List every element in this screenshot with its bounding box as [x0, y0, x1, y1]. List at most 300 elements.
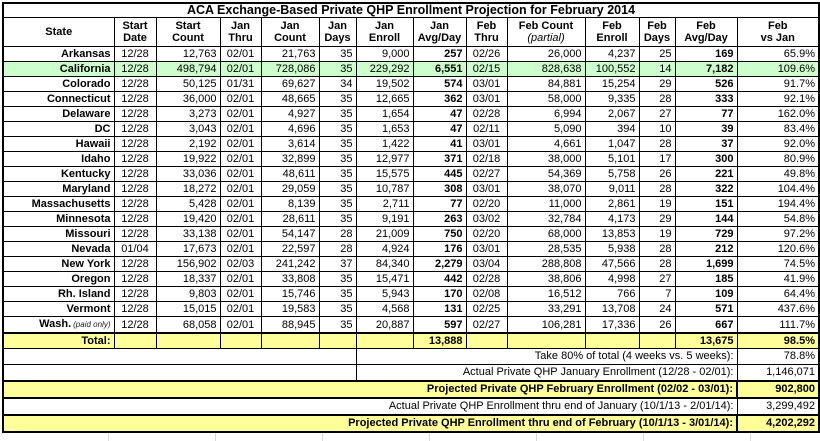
cell-hawaii-jan-count	[261, 137, 319, 152]
cell-text: Arkansas	[60, 48, 111, 60]
cell-text: 4,237	[607, 48, 636, 60]
cell-text: 4,173	[607, 213, 636, 225]
cell-text: 11,000	[548, 198, 582, 210]
cell-maryland-feb-enroll	[585, 182, 639, 197]
projected-thru-february-row-label: Projected Private QHP Enrollment thru end of February (10/1/13 - 3/01/14):	[3, 415, 737, 432]
cell-dc-jan-avg-day	[413, 122, 466, 137]
cell-text: 03/01	[472, 138, 501, 150]
cell-colorado-state	[3, 77, 114, 92]
cell-missouri-jan-enroll	[356, 227, 413, 242]
cell-new-york-jan-days	[319, 257, 356, 272]
cell-california-feb-thru	[466, 62, 507, 77]
column-header-feb-count-line1: Feb Count	[518, 20, 574, 32]
cell-rh-island-start-date	[114, 287, 156, 302]
cell-connecticut-feb-count	[507, 92, 585, 107]
cell-new-york-state	[3, 257, 114, 272]
cell-idaho-feb-days	[639, 152, 675, 167]
cell-text: 02/01	[226, 63, 255, 75]
cell-nevada-jan-days	[319, 242, 356, 257]
cell-minnesota-jan-enroll	[356, 212, 413, 227]
cell-hawaii-jan-thru	[220, 137, 261, 152]
take-80-percent-row-empty-cell	[3, 349, 356, 365]
cell-rh-island-feb-vs-jan	[737, 287, 819, 302]
cell-rh-island-feb-days	[639, 287, 675, 302]
cell-dc-jan-days	[319, 122, 356, 137]
cell-colorado-start-count	[156, 77, 220, 92]
cell-text: 257	[444, 48, 463, 60]
cell-colorado-jan-avg-day	[413, 77, 466, 92]
cell-text: 597	[444, 318, 463, 331]
cell-minnesota-jan-thru	[220, 212, 261, 227]
cell-kentucky-jan-enroll	[356, 167, 413, 182]
cell-text: 322	[715, 183, 734, 195]
sheet-gridlines	[2, 433, 818, 441]
cell-text: 54,147	[281, 228, 316, 240]
cell-rh-island-jan-days	[319, 287, 356, 302]
cell-text: 58,000	[547, 93, 582, 105]
cell-vermont-feb-count	[507, 302, 585, 317]
cell-text: 828,638	[541, 63, 582, 75]
cell-text: 69,627	[281, 78, 316, 90]
row-vermont	[3, 302, 819, 317]
cell-text: 65.9%	[783, 48, 815, 60]
cell-text: 106,281	[541, 318, 582, 331]
title-row	[3, 3, 819, 18]
row-missouri	[3, 227, 819, 242]
cell-text: 3,043	[188, 123, 217, 135]
cell-delaware-jan-enroll	[356, 107, 413, 122]
cell-text: 5,938	[607, 243, 636, 255]
cell-massachusetts-feb-count	[507, 197, 585, 212]
cell-connecticut-state	[3, 92, 114, 107]
actual-thru-january-row-label: Actual Private QHP Enrollment thru end of January (10/1/13 - 2/01/14):	[3, 398, 737, 415]
cell-text: 229,292	[369, 63, 410, 75]
cell-text: 1,654	[381, 108, 410, 120]
column-header-jan-avg-day-line2: Avg/Day	[417, 32, 462, 44]
cell-total-state: Total:	[3, 333, 114, 349]
cell-text: 92.0%	[783, 138, 815, 150]
cell-missouri-jan-thru	[220, 227, 261, 242]
cell-text: 4,924	[381, 243, 410, 255]
column-header-jan-thru-line1: Jan	[231, 20, 250, 32]
column-header-feb-thru-line2: Thru	[474, 32, 499, 44]
cell-idaho-feb-count	[507, 152, 585, 167]
cell-text: 21,009	[375, 228, 410, 240]
cell-dc-state	[3, 122, 114, 137]
cell-text: 29,059	[281, 183, 316, 195]
cell-text: 02/18	[472, 153, 501, 165]
cell-text: 38,000	[547, 153, 582, 165]
cell-text: 35	[340, 303, 353, 315]
cell-text: DC	[94, 123, 111, 135]
cell-oregon-jan-days	[319, 272, 356, 287]
column-header-feb-avg-day	[675, 18, 737, 47]
cell-connecticut-feb-days	[639, 92, 675, 107]
cell-kentucky-feb-thru	[466, 167, 507, 182]
column-header-jan-avg-day	[413, 18, 466, 47]
cell-text: 437.6%	[777, 303, 815, 315]
cell-text: 35	[340, 153, 353, 165]
column-header-start-count	[156, 18, 220, 47]
cell-text: 2,711	[382, 198, 410, 210]
cell-text: Idaho	[81, 153, 111, 165]
cell-wash-start-date	[114, 317, 156, 334]
cell-text: 28	[659, 243, 672, 255]
cell-kentucky-jan-avg-day	[413, 167, 466, 182]
cell-new-york-jan-enroll	[356, 257, 413, 272]
cell-text: 9,000	[381, 48, 410, 60]
cell-text: 12,763	[182, 48, 217, 60]
cell-kentucky-jan-days	[319, 167, 356, 182]
cell-idaho-jan-thru	[220, 152, 261, 167]
cell-text: 4,998	[607, 273, 636, 285]
cell-text: Kentucky	[60, 168, 111, 180]
cell-text: 01/31	[226, 78, 255, 90]
cell-oregon-feb-avg-day	[675, 272, 737, 287]
cell-idaho-feb-avg-day	[675, 152, 737, 167]
cell-total-jan-avg-day: 13,888	[413, 333, 466, 349]
cell-text: 17,336	[601, 318, 636, 331]
cell-maryland-feb-days	[639, 182, 675, 197]
cell-text: 12/28	[121, 63, 149, 75]
cell-text: 26	[659, 318, 672, 331]
cell-text: 34	[340, 78, 353, 90]
cell-text: 37	[340, 258, 353, 270]
row-idaho	[3, 152, 819, 167]
cell-text: 185	[715, 273, 734, 285]
cell-delaware-start-date	[114, 107, 156, 122]
cell-text: 100,552	[595, 63, 636, 75]
cell-california-jan-enroll	[356, 62, 413, 77]
cell-wash-jan-avg-day	[413, 317, 466, 334]
cell-text: 12/28	[121, 78, 149, 90]
cell-total-feb-days	[639, 333, 675, 349]
cell-text: Maryland	[62, 183, 111, 195]
cell-arkansas-feb-avg-day	[675, 47, 737, 62]
cell-text: 02/08	[472, 288, 501, 300]
cell-text: 104.4%	[777, 183, 815, 195]
cell-text: 12/28	[121, 138, 149, 150]
cell-wash-feb-enroll	[585, 317, 639, 334]
cell-text: 35	[340, 168, 353, 180]
cell-text: 766	[617, 288, 636, 300]
cell-vermont-jan-thru	[220, 302, 261, 317]
cell-text: Delaware	[62, 108, 111, 120]
cell-text: 2,192	[188, 138, 217, 150]
cell-wash-feb-count	[507, 317, 585, 334]
cell-massachusetts-jan-days	[319, 197, 356, 212]
cell-dc-feb-days	[639, 122, 675, 137]
cell-dc-jan-thru	[220, 122, 261, 137]
cell-text: 33,138	[182, 228, 217, 240]
cell-vermont-feb-thru	[466, 302, 507, 317]
column-header-feb-avg-day-line2: Avg/Day	[684, 32, 728, 44]
cell-vermont-feb-avg-day	[675, 302, 737, 317]
cell-text: 12/28	[121, 123, 149, 135]
cell-oregon-start-count	[156, 272, 220, 287]
column-header-jan-count-line1: Jan	[280, 20, 300, 32]
cell-rh-island-jan-enroll	[356, 287, 413, 302]
cell-nevada-jan-thru	[220, 242, 261, 257]
cell-kentucky-feb-count	[507, 167, 585, 182]
cell-text: 54.8%	[783, 213, 815, 225]
cell-text: 02/01	[226, 153, 255, 165]
cell-arkansas-jan-count	[261, 47, 319, 62]
cell-minnesota-jan-days	[319, 212, 356, 227]
cell-connecticut-start-count	[156, 92, 220, 107]
cell-text: 02/01	[226, 288, 255, 300]
cell-text: 21,763	[281, 48, 316, 60]
cell-maryland-jan-count	[261, 182, 319, 197]
cell-wash-start-count	[156, 317, 220, 334]
cell-arkansas-feb-vs-jan	[737, 47, 819, 62]
cell-text: 729	[715, 228, 734, 240]
enrollment-projection-table	[2, 2, 820, 433]
column-header-jan-count	[261, 18, 319, 47]
column-header-jan-count-line2: Count	[274, 32, 306, 44]
cell-minnesota-start-count	[156, 212, 220, 227]
column-header-feb-vs-jan	[737, 18, 819, 47]
row-new-york	[3, 257, 819, 272]
cell-text: 35	[340, 63, 353, 75]
cell-vermont-feb-vs-jan	[737, 302, 819, 317]
cell-dc-jan-count	[261, 122, 319, 137]
cell-maryland-feb-vs-jan	[737, 182, 819, 197]
cell-text: 38,806	[547, 273, 582, 285]
cell-text: 02/01	[226, 213, 255, 225]
cell-california-state	[3, 62, 114, 77]
cell-oregon-jan-avg-day	[413, 272, 466, 287]
cell-text: 02/15	[472, 63, 501, 75]
cell-oregon-state	[3, 272, 114, 287]
column-header-jan-enroll	[356, 18, 413, 47]
cell-text: 28	[659, 93, 672, 105]
cell-wash-feb-days	[639, 317, 675, 334]
cell-connecticut-feb-vs-jan	[737, 92, 819, 107]
cell-text: Hawaii	[75, 138, 111, 150]
cell-nevada-feb-vs-jan	[737, 242, 819, 257]
cell-text: 64.4%	[783, 288, 815, 300]
cell-massachusetts-jan-avg-day	[413, 197, 466, 212]
cell-text: 32,899	[281, 153, 316, 165]
row-kentucky	[3, 167, 819, 182]
row-massachusetts	[3, 197, 819, 212]
cell-text: 02/01	[226, 273, 255, 285]
cell-text: 33,291	[547, 303, 582, 315]
cell-text: 288,808	[541, 258, 582, 270]
cell-new-york-jan-thru	[220, 257, 261, 272]
cell-text: 221	[715, 168, 734, 180]
cell-text: 27	[659, 273, 672, 285]
projected-thru-february-row-value: 4,202,292	[737, 415, 819, 432]
cell-connecticut-jan-count	[261, 92, 319, 107]
cell-connecticut-feb-avg-day	[675, 92, 737, 107]
cell-hawaii-feb-count	[507, 137, 585, 152]
cell-vermont-jan-days	[319, 302, 356, 317]
cell-vermont-start-count	[156, 302, 220, 317]
cell-text: 68,000	[547, 228, 582, 240]
cell-delaware-start-count	[156, 107, 220, 122]
cell-text: 35	[340, 48, 353, 60]
cell-california-feb-vs-jan	[737, 62, 819, 77]
cell-california-start-count	[156, 62, 220, 77]
row-oregon	[3, 272, 819, 287]
cell-text: 574	[444, 78, 463, 90]
cell-text: 12/28	[121, 93, 149, 105]
cell-text: 3,273	[188, 108, 217, 120]
cell-text: 02/20	[472, 228, 501, 240]
cell-text: 03/01	[472, 93, 501, 105]
cell-text: 12/28	[121, 153, 149, 165]
cell-dc-start-date	[114, 122, 156, 137]
cell-text: 9,191	[381, 213, 410, 225]
cell-text: 49.8%	[783, 168, 815, 180]
cell-connecticut-feb-enroll	[585, 92, 639, 107]
cell-maryland-jan-enroll	[356, 182, 413, 197]
cell-text: New York	[61, 258, 111, 270]
cell-text: 36,000	[182, 93, 217, 105]
cell-minnesota-state	[3, 212, 114, 227]
actual-january-enrollment-row-empty-cell	[3, 365, 356, 382]
cell-missouri-feb-thru	[466, 227, 507, 242]
cell-text: 33,808	[281, 273, 316, 285]
cell-missouri-feb-enroll	[585, 227, 639, 242]
cell-hawaii-feb-enroll	[585, 137, 639, 152]
cell-colorado-feb-avg-day	[675, 77, 737, 92]
cell-text: 300	[715, 153, 734, 165]
cell-new-york-start-count	[156, 257, 220, 272]
cell-new-york-start-date	[114, 257, 156, 272]
cell-text: 35	[340, 123, 353, 135]
cell-massachusetts-state	[3, 197, 114, 212]
cell-text: 47	[450, 123, 463, 135]
cell-text: 151	[715, 198, 734, 210]
cell-text: 38,070	[547, 183, 582, 195]
cell-minnesota-feb-count	[507, 212, 585, 227]
cell-dc-feb-avg-day	[675, 122, 737, 137]
cell-text: 4,927	[287, 108, 316, 120]
cell-oregon-feb-thru	[466, 272, 507, 287]
cell-massachusetts-jan-thru	[220, 197, 261, 212]
cell-dc-feb-vs-jan	[737, 122, 819, 137]
cell-minnesota-start-date	[114, 212, 156, 227]
cell-text: 02/26	[472, 48, 501, 60]
cell-idaho-start-count	[156, 152, 220, 167]
column-header-start-count-line1: Start	[175, 20, 201, 32]
column-header-feb-count	[507, 18, 585, 47]
cell-text: 32,784	[547, 213, 582, 225]
cell-oregon-jan-thru	[220, 272, 261, 287]
cell-text: 35	[340, 198, 353, 210]
cell-wash-feb-thru	[466, 317, 507, 334]
column-header-feb-enroll-line1: Feb	[602, 20, 622, 32]
cell-rh-island-jan-avg-day	[413, 287, 466, 302]
cell-california-start-date	[114, 62, 156, 77]
cell-california-feb-count	[507, 62, 585, 77]
cell-text: 25	[659, 48, 672, 60]
cell-arkansas-jan-avg-day	[413, 47, 466, 62]
cell-text: 02/01	[226, 228, 255, 240]
cell-nevada-jan-avg-day	[413, 242, 466, 257]
cell-colorado-jan-days	[319, 77, 356, 92]
cell-text: 02/01	[226, 93, 255, 105]
cell-text: 02/01	[226, 138, 255, 150]
cell-massachusetts-feb-days	[639, 197, 675, 212]
cell-text: 15,746	[281, 288, 316, 300]
cell-text: 15,575	[375, 168, 410, 180]
cell-text: 371	[444, 153, 463, 165]
cell-text: 12,665	[375, 93, 410, 105]
cell-text: 03/04	[472, 258, 501, 270]
cell-kentucky-feb-days	[639, 167, 675, 182]
cell-missouri-jan-days	[319, 227, 356, 242]
projected-february-enrollment-row-label: Projected Private QHP February Enrollment (02/02 - 03/01):	[3, 381, 737, 398]
row-total	[3, 333, 819, 349]
cell-text: 3,614	[287, 138, 316, 150]
cell-dc-feb-thru	[466, 122, 507, 137]
cell-california-feb-avg-day	[675, 62, 737, 77]
cell-text: 02/25	[472, 303, 501, 315]
cell-total-jan-thru	[220, 333, 261, 349]
cell-text: 03/02	[472, 213, 501, 225]
cell-vermont-jan-avg-day	[413, 302, 466, 317]
actual-thru-january-row	[3, 398, 819, 415]
cell-text: 12/28	[121, 168, 149, 180]
cell-text: 02/27	[472, 318, 501, 331]
cell-text: 28	[340, 228, 353, 240]
cell-wash-jan-enroll	[356, 317, 413, 334]
cell-text: 41	[450, 138, 463, 150]
cell-total-feb-count	[507, 333, 585, 349]
cell-text: 13,708	[601, 303, 636, 315]
cell-text: 131	[444, 303, 463, 315]
column-header-jan-thru	[220, 18, 261, 47]
cell-text: 194.4%	[777, 198, 815, 210]
row-maryland	[3, 182, 819, 197]
cell-arkansas-start-count	[156, 47, 220, 62]
cell-text: 4,661	[553, 138, 582, 150]
cell-text: 29	[659, 78, 672, 90]
cell-text: 12/28	[121, 288, 149, 300]
cell-hawaii-jan-avg-day	[413, 137, 466, 152]
cell-kentucky-start-count	[156, 167, 220, 182]
column-header-feb-vs-jan-line2: vs Jan	[760, 32, 795, 44]
cell-text: 170	[444, 288, 463, 300]
cell-idaho-jan-days	[319, 152, 356, 167]
cell-nevada-feb-days	[639, 242, 675, 257]
cell-idaho-start-date	[114, 152, 156, 167]
cell-dc-start-count	[156, 122, 220, 137]
cell-text: 91.7%	[783, 78, 815, 90]
cell-maryland-jan-avg-day	[413, 182, 466, 197]
cell-rh-island-feb-avg-day	[675, 287, 737, 302]
cell-dc-feb-count	[507, 122, 585, 137]
cell-text: 12/28	[121, 303, 149, 315]
row-wash	[3, 317, 819, 334]
projected-february-enrollment-row-value: 902,800	[737, 381, 819, 398]
cell-total-start-date	[114, 333, 156, 349]
cell-text: 8,139	[287, 198, 316, 210]
column-header-jan-days-line2: Days	[324, 32, 351, 44]
column-header-start-date	[114, 18, 156, 47]
cell-text: 156,902	[176, 258, 217, 270]
cell-nevada-state	[3, 242, 114, 257]
actual-january-enrollment-row-label: Actual Private QHP January Enrollment (12/28 - 02/01):	[356, 365, 737, 382]
cell-text: 17	[659, 153, 672, 165]
cell-text: 02/01	[226, 318, 255, 331]
cell-california-jan-days	[319, 62, 356, 77]
cell-wash-feb-vs-jan	[737, 317, 819, 334]
